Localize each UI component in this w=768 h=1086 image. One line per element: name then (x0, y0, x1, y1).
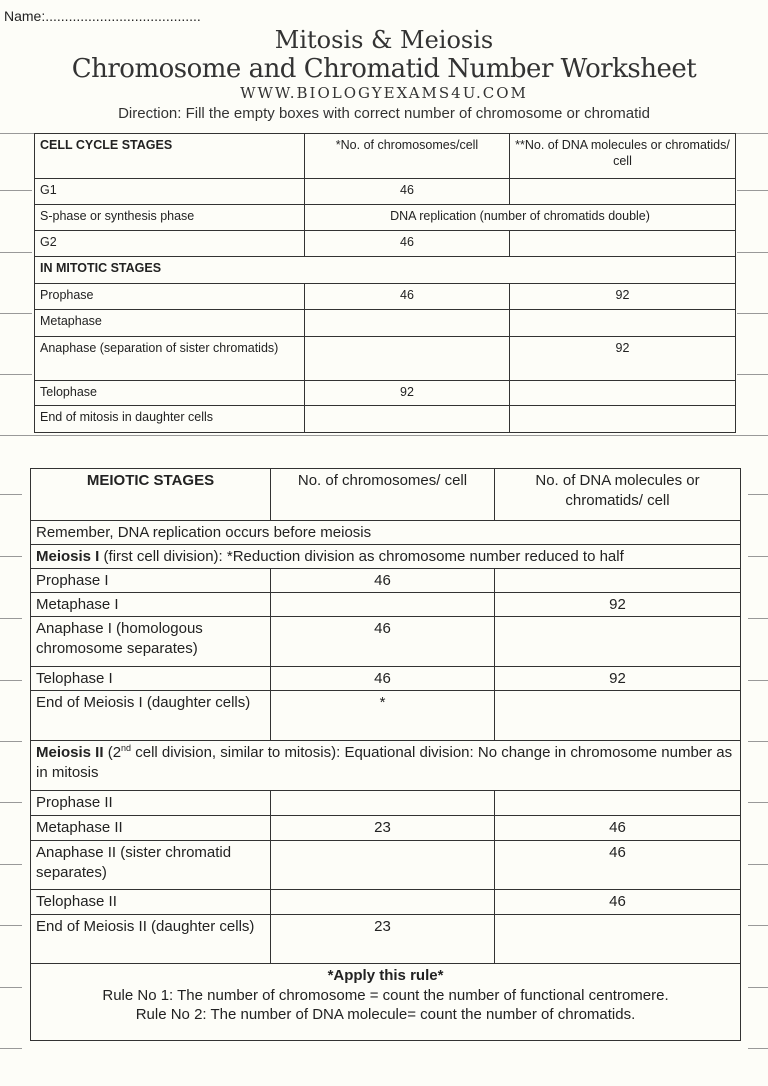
meiosis2-sup: nd (121, 743, 132, 753)
meiosis2-pre: (2 (103, 744, 122, 761)
chromatid-cell: 46 (495, 890, 741, 915)
stage-cell: S-phase or synthesis phase (35, 205, 305, 231)
stage-cell: Anaphase (separation of sister chromatids) (35, 337, 305, 381)
stage-cell: Telophase (35, 381, 305, 406)
margin-line (748, 987, 768, 988)
rule-title: *Apply this rule* (327, 967, 444, 984)
worksheet-title: Mitosis & Meiosis (274, 26, 494, 54)
margin-line (0, 864, 22, 865)
table-row (31, 915, 741, 964)
table-header-row (31, 469, 741, 521)
chromosome-cell: 23 (271, 816, 495, 841)
margin-line (0, 618, 22, 619)
margin-line (0, 556, 22, 557)
margin-line (0, 925, 22, 926)
header-stage: CELL CYCLE STAGES (35, 134, 305, 179)
chromosome-cell: * (271, 691, 495, 741)
table-row (35, 284, 736, 310)
stage-cell: Metaphase (35, 310, 305, 337)
margin-line (748, 741, 768, 742)
chromosome-cell[interactable] (305, 310, 510, 337)
chromatid-cell: 92 (495, 593, 741, 617)
stage-cell: Prophase I (31, 569, 271, 593)
chromosome-cell: 23 (271, 915, 495, 964)
chromosome-cell: 46 (271, 667, 495, 691)
stage-cell: Telophase I (31, 667, 271, 691)
stage-cell: Metaphase I (31, 593, 271, 617)
margin-line (0, 190, 32, 191)
chromatid-cell: 46 (495, 816, 741, 841)
chromosome-cell[interactable] (305, 406, 510, 433)
meiosis2-heading (31, 741, 741, 791)
table-row (31, 593, 741, 617)
table-row (31, 890, 741, 915)
margin-line (0, 252, 32, 253)
margin-line (748, 680, 768, 681)
stage-cell: End of Meiosis I (daughter cells) (31, 691, 271, 741)
table-row (35, 231, 736, 257)
meiosis-table (30, 468, 741, 1041)
margin-line (737, 190, 768, 191)
meiosis2-label: Meiosis II (36, 744, 104, 761)
chromosome-cell: 46 (271, 617, 495, 667)
chromatid-cell: 46 (495, 841, 741, 890)
chromatid-cell[interactable] (495, 617, 741, 667)
margin-line (0, 1048, 22, 1049)
cell-cycle-table (34, 133, 736, 433)
chromosome-cell: 46 (305, 179, 510, 205)
margin-line (737, 374, 768, 375)
direction-text: Direction: Fill the empty boxes with correct number of chromosome or chromatid (118, 105, 650, 122)
margin-line (0, 374, 32, 375)
chromosome-cell: 46 (305, 231, 510, 257)
chromosome-cell: 46 (305, 284, 510, 310)
table-row (31, 791, 741, 816)
rule-1: Rule No 1: The number of chromosome = count the number of functional centromere. (102, 986, 669, 1004)
chromatid-cell[interactable] (510, 406, 736, 433)
stage-cell: End of mitosis in daughter cells (35, 406, 305, 433)
meiosis2-desc: cell division, similar to mitosis): Equational division: No change in chromosome number as in mitosis (36, 744, 733, 781)
chromosome-cell[interactable] (271, 890, 495, 915)
chromosome-cell[interactable] (271, 791, 495, 816)
chromatid-cell[interactable] (495, 691, 741, 741)
table-row (35, 337, 736, 381)
rules-cell (31, 964, 741, 1041)
chromatid-cell[interactable] (510, 231, 736, 257)
margin-line (0, 313, 32, 314)
table-row (35, 406, 736, 433)
meiosis1-label: Meiosis I (36, 548, 100, 565)
stage-cell: Metaphase II (31, 816, 271, 841)
margin-line (0, 494, 22, 495)
table-row (35, 205, 736, 231)
chromatid-cell[interactable] (510, 381, 736, 406)
remember-note: Remember, DNA replication occurs before meiosis (31, 521, 741, 545)
meiosis1-desc: (first cell division): *Reduction division as chromosome number reduced to half (99, 548, 624, 565)
chromatid-cell[interactable] (510, 179, 736, 205)
stage-cell: G2 (35, 231, 305, 257)
stage-cell: Anaphase I (homologous chromosome separates) (31, 617, 271, 667)
margin-line (0, 802, 22, 803)
margin-line (748, 618, 768, 619)
chromatid-cell: 92 (510, 337, 736, 381)
stage-cell: G1 (35, 179, 305, 205)
header-chromatids: No. of DNA molecules or chromatids/ cell (495, 469, 741, 521)
chromosome-cell[interactable] (271, 841, 495, 890)
chromosome-cell: DNA replication (number of chromatids double) (305, 205, 736, 231)
margin-line (0, 435, 768, 436)
name-field-label: Name:........................................ (4, 8, 201, 24)
table-row (31, 841, 741, 890)
margin-line (0, 741, 22, 742)
table-row (31, 816, 741, 841)
chromatid-cell[interactable] (495, 915, 741, 964)
margin-line (748, 556, 768, 557)
margin-line (748, 925, 768, 926)
margin-line (0, 680, 22, 681)
chromatid-cell[interactable] (495, 569, 741, 593)
chromatid-cell[interactable] (495, 791, 741, 816)
stage-cell: IN MITOTIC STAGES (35, 257, 736, 284)
margin-line (748, 494, 768, 495)
header-chromosomes: No. of chromosomes/ cell (271, 469, 495, 521)
margin-line (0, 987, 22, 988)
stage-cell: Telophase II (31, 890, 271, 915)
margin-line (737, 313, 768, 314)
chromatid-cell[interactable] (510, 310, 736, 337)
header-stage: MEIOTIC STAGES (31, 469, 271, 521)
chromosome-cell: 46 (271, 569, 495, 593)
table-row (35, 257, 736, 284)
margin-line (748, 864, 768, 865)
stage-cell: Prophase (35, 284, 305, 310)
chromosome-cell: 92 (305, 381, 510, 406)
margin-line (748, 802, 768, 803)
margin-line (748, 1048, 768, 1049)
header-chromatids: **No. of DNA molecules or chromatids/ cell (510, 134, 736, 179)
stage-cell: Anaphase II (sister chromatid separates) (31, 841, 271, 890)
header-chromosomes: *No. of chromosomes/cell (305, 134, 510, 179)
meiosis1-heading (31, 545, 741, 569)
chromosome-cell[interactable] (271, 593, 495, 617)
stage-cell: Prophase II (31, 791, 271, 816)
table-row (31, 691, 741, 741)
table-row (35, 179, 736, 205)
margin-line (737, 252, 768, 253)
stage-cell: End of Meiosis II (daughter cells) (31, 915, 271, 964)
table-row (31, 569, 741, 593)
website-url: WWW.BIOLOGYEXAMS4U.COM (240, 84, 528, 102)
chromatid-cell: 92 (495, 667, 741, 691)
table-row (31, 617, 741, 667)
rule-2: Rule No 2: The number of DNA molecule= count the number of chromatids. (135, 1006, 636, 1023)
table-row (31, 667, 741, 691)
worksheet-subtitle: Chromosome and Chromatid Number Worksheet (71, 54, 697, 84)
chromosome-cell[interactable] (305, 337, 510, 381)
table-header-row (35, 134, 736, 179)
table-row (35, 310, 736, 337)
table-row (35, 381, 736, 406)
chromatid-cell: 92 (510, 284, 736, 310)
